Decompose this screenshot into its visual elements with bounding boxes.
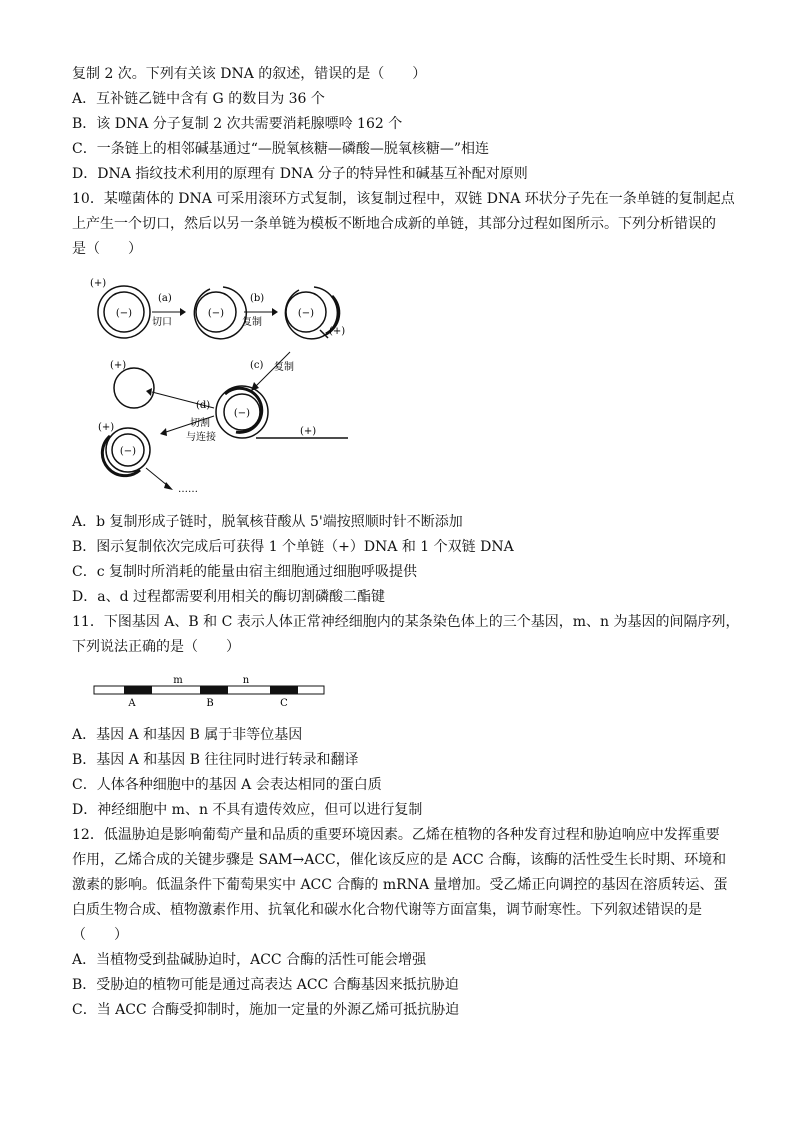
q11-option-d: D．神经细胞中 m、n 不具有遗传效应，但可以进行复制 bbox=[72, 802, 423, 818]
step-c-text: 复制 bbox=[274, 362, 294, 373]
q10-option-b: B．图示复制依次完成后可获得 1 个单链（+）DNA 和 1 个双链 DNA bbox=[72, 539, 514, 555]
gene-a-label: A bbox=[128, 698, 136, 709]
step-c-letter: (c) bbox=[250, 360, 264, 371]
step-a-letter: (a) bbox=[158, 293, 172, 304]
circle1-minus-label: (−) bbox=[115, 308, 133, 319]
q9-option-c: C．一条链上的相邻碱基通过“—脱氧核糖—磷酸—脱氧核糖—”相连 bbox=[72, 141, 490, 157]
q12-stem-line-1: 12．低温胁迫是影响葡萄产量和品质的重要环境因素。乙烯在植物的各种发育过程和胁迫响应中发挥重要 bbox=[72, 827, 720, 843]
q12-stem-line-5: （ ） bbox=[72, 927, 128, 943]
circle5-plus-label: (+) bbox=[98, 422, 115, 433]
step-a-text: 切口 bbox=[152, 317, 172, 328]
q10-stem-line-3: 是（ ） bbox=[72, 241, 142, 257]
circle3-minus-label: (−) bbox=[297, 308, 315, 319]
q10-stem-line-1: 10．某噬菌体的 DNA 可采用滚环方式复制，该复制过程中，双链 DNA 环状分子先在一条单链的复制起点 bbox=[72, 191, 735, 207]
chromosome-gene-figure bbox=[92, 674, 332, 710]
q12-option-c: C．当 ACC 合酶受抑制时，施加一定量的外源乙烯可抵抗胁迫 bbox=[72, 1002, 460, 1018]
q9-option-a: A．互补链乙链中含有 G 的数目为 36 个 bbox=[72, 91, 325, 107]
step-d-text-1: 切割 bbox=[190, 418, 210, 429]
circle1-plus-label: (+) bbox=[90, 278, 107, 289]
q10-option-a: A．b 复制形成子链时，脱氧核苷酸从 5'端按照顺时针不断添加 bbox=[72, 514, 463, 530]
circle5-minus-label: (−) bbox=[119, 446, 137, 457]
figure-ellipsis: …… bbox=[178, 484, 198, 495]
q12-option-a: A．当植物受到盐碱胁迫时，ACC 合酶的活性可能会增强 bbox=[72, 952, 427, 968]
q12-stem-line-3: 激素的影响。低温条件下葡萄果实中 ACC 合酶的 mRNA 量增加。受乙烯正向调控的基因在溶质转运、蛋 bbox=[72, 877, 728, 893]
q9-option-d: D．DNA 指纹技术利用的原理有 DNA 分子的特异性和碱基互补配对原则 bbox=[72, 166, 528, 182]
rolling-circle-figure bbox=[80, 272, 370, 502]
q12-stem-line-2: 作用，乙烯合成的关键步骤是 SAM→ACC，催化该反应的是 ACC 合酶，该酶的活性受生长时期、环境和 bbox=[72, 852, 727, 868]
spacer-n-label: n bbox=[242, 675, 250, 686]
circle3-plus-label: (+) bbox=[329, 326, 346, 337]
q10-option-c: C．c 复制时所消耗的能量由宿主细胞通过细胞呼吸提供 bbox=[72, 564, 418, 580]
step-b-letter: (b) bbox=[250, 293, 265, 304]
gene-b-label: B bbox=[206, 698, 214, 709]
q10-option-d: D．a、d 过程都需要利用相关的酶切割磷酸二酯键 bbox=[72, 589, 385, 605]
q11-option-b: B．基因 A 和基因 B 往往同时进行转录和翻译 bbox=[72, 752, 359, 768]
q9-stem-tail: 复制 2 次。下列有关该 DNA 的叙述，错误的是（ ） bbox=[72, 66, 427, 82]
q10-stem-line-2: 上产生一个切口，然后以另一条单链为模板不断地合成新的单链，其部分过程如图所示。下列分析错误的 bbox=[72, 216, 716, 232]
q12-stem-line-4: 白质生物合成、植物激素作用、抗氧化和碳水化合物代谢等方面富集，调节耐寒性。下列叙述错误的是 bbox=[72, 902, 702, 918]
q12-option-b: B．受胁迫的植物可能是通过高表达 ACC 合酶基因来抵抗胁迫 bbox=[72, 977, 459, 993]
q11-option-c: C．人体各种细胞中的基因 A 会表达相同的蛋白质 bbox=[72, 777, 382, 793]
spacer-m-label: m bbox=[173, 675, 183, 686]
step-d-text-2: 与连接 bbox=[186, 432, 216, 443]
q9-option-b: B．该 DNA 分子复制 2 次共需要消耗腺嘌呤 162 个 bbox=[72, 116, 403, 132]
gene-c-label: C bbox=[280, 698, 288, 709]
q11-stem-line-2: 下列说法正确的是（ ） bbox=[72, 639, 240, 655]
circle4-minus-label: (−) bbox=[233, 408, 251, 419]
q11-option-a: A．基因 A 和基因 B 属于非等位基因 bbox=[72, 727, 303, 743]
step-d-letter: (d) bbox=[196, 400, 211, 411]
tail-plus-label: (+) bbox=[300, 426, 317, 437]
q11-stem-line-1: 11．下图基因 A、B 和 C 表示人体正常神经细胞内的某条染色体上的三个基因，m、n 为基因的间隔序列， bbox=[72, 614, 740, 630]
released-plus-label: (+) bbox=[110, 360, 127, 371]
step-b-text: 复制 bbox=[242, 317, 262, 328]
circle2-minus-label: (−) bbox=[207, 308, 225, 319]
